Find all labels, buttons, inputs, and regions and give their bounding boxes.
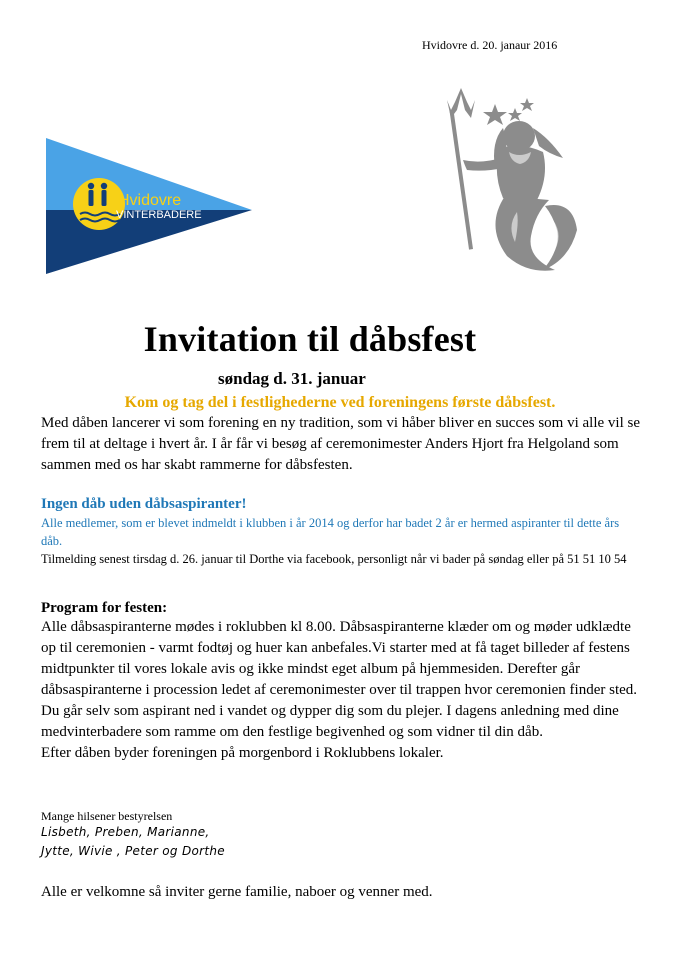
intro-paragraph: Med dåben lancerer vi som forening en ny tradition, som vi håber bliver en succes som vi alle vil se frem til at deltage i hvert år. I år får vi besøg af ceremonimester Anders Hjort fra Helgoland som sammen med os har skabt rammerne for dåbsfesten. [41, 415, 640, 473]
logo-line2: VINTERBADERE [116, 209, 202, 221]
date-line: Hvidovre d. 20. janaur 2016 [422, 38, 558, 52]
closing-line: Alle er velkomne så inviter gerne familie, naboer og venner med. [41, 884, 433, 900]
program-closing-line: Efter dåben byder foreningen på morgenbord i Roklubbens lokaler. [41, 745, 444, 761]
aspirants-heading: Ingen dåb uden dåbsaspiranter! [41, 496, 247, 512]
aspirants-body: Alle medlemer, som er blevet indmeldt i klubben i år 2014 og derfor har badet 2 år er hermed aspiranter til dette års dåb. [41, 516, 620, 548]
tagline: Kom og tag del i festlighederne ved foreningens første dåbsfest. [124, 394, 556, 411]
page-title: Invitation til dåbsfest [143, 319, 477, 359]
regards-line: Mange hilsener bestyrelsen [41, 809, 173, 823]
program-text: Alle dåbsaspiranterne mødes i roklubben kl 8.00. Dåbsaspiranterne klæder om og møder udklædte op til ceremonien - varmt fodtøj og huer kan anbefales.Vi starter med at få taget billeder af festens midtpunkter til vores lokale avis og ikke mindst eget album på hjemmesiden. Derefter går dåbsaspiranterne i procession ledet af ceremonimester over til trappen hvor ceremonien finder sted. Du går selv som aspirant ned i vandet og dypper dig som du plejer. I dagens anledning med dine medvinterbadere som ramme om den festlige begivenhed og som vidner til din dåb. [41, 619, 638, 740]
signature-line-1: Lisbeth, Preben, Marianne, [41, 825, 210, 839]
signup-text: Tilmelding senest tirsdag d. 26. januar til Dorthe via facebook, personligt når vi bader på søndag eller på 51 51 10 54 [41, 552, 627, 566]
program-body [41, 617, 641, 764]
program-heading: Program for festen: [41, 600, 168, 616]
neptune-figure-icon [437, 88, 579, 272]
signature-line-2: Jytte, Wivie , Peter og Dorthe [41, 844, 225, 858]
logo-line1: Hvidovre [118, 192, 182, 209]
event-date: søndag d. 31. januar [218, 369, 366, 388]
hvidovre-vinterbadere-logo [46, 138, 252, 274]
